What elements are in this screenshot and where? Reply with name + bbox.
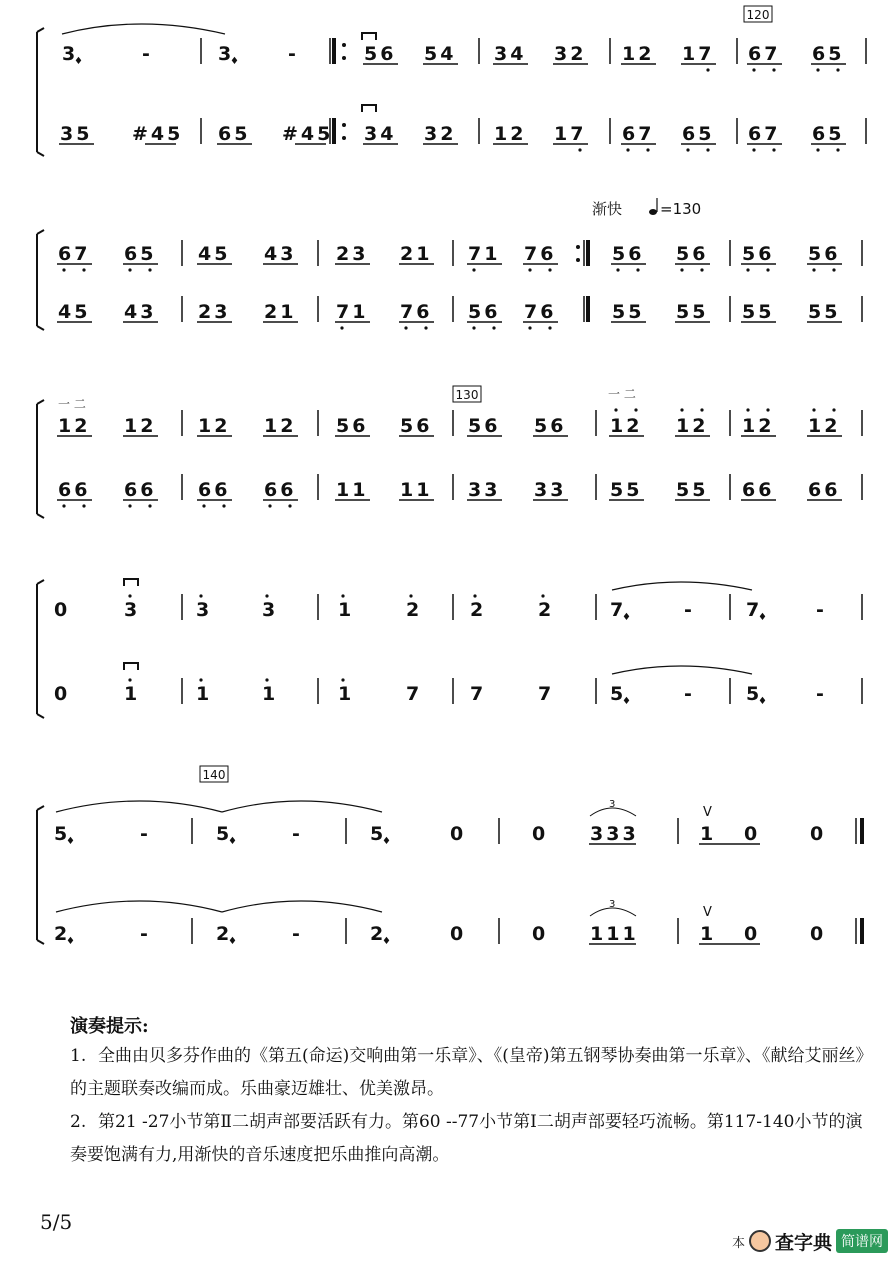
note: 56 xyxy=(336,415,369,437)
note: 34 xyxy=(364,123,397,145)
note: 65 xyxy=(124,243,157,265)
note: 43 xyxy=(264,243,297,265)
note: 5 xyxy=(216,823,230,845)
note: 5 xyxy=(610,683,624,705)
tip-item xyxy=(70,1040,870,1106)
note: 76 xyxy=(524,301,557,323)
svg-text:♦: ♦ xyxy=(758,612,767,623)
measure-marker-130: 130 xyxy=(455,388,479,402)
note: 0 xyxy=(450,923,464,945)
note: 33 xyxy=(534,479,567,501)
note: 5 xyxy=(746,683,760,705)
note: 0 xyxy=(532,923,546,945)
system-5 xyxy=(37,766,862,947)
note: 71 xyxy=(336,301,369,323)
note: - xyxy=(816,683,824,705)
system-4 xyxy=(37,579,862,718)
note: 56 xyxy=(364,43,397,65)
svg-text:♦: ♦ xyxy=(382,936,391,947)
svg-text:♦: ♦ xyxy=(622,612,631,623)
note: 56 xyxy=(468,415,501,437)
watermark-brand: 查字典 xyxy=(774,1231,832,1254)
note: - xyxy=(684,599,692,621)
note: 1 xyxy=(700,923,714,945)
svg-text:♦: ♦ xyxy=(228,836,237,847)
note: 7 xyxy=(538,683,552,705)
page-number: 5/5 xyxy=(40,1210,73,1234)
note: 2 xyxy=(538,599,552,621)
note: 0 xyxy=(54,683,68,705)
note: 12 xyxy=(58,415,91,437)
note: 7 xyxy=(406,683,420,705)
measure-marker-140: 140 xyxy=(202,768,226,782)
note: 3 xyxy=(196,599,210,621)
mascot-icon xyxy=(749,1230,771,1252)
note: 12 xyxy=(264,415,297,437)
note: 1 xyxy=(196,683,210,705)
tip-number: 1. xyxy=(70,1046,87,1066)
note: 71 xyxy=(468,243,501,265)
note: 65 xyxy=(218,123,251,145)
note: 0 xyxy=(450,823,464,845)
note: 3 xyxy=(262,599,276,621)
note: 76 xyxy=(524,243,557,265)
fingering-mark: 一 二 xyxy=(58,397,86,411)
note: 2 xyxy=(216,923,230,945)
svg-text:♦: ♦ xyxy=(230,56,239,67)
note: 3 xyxy=(218,43,232,65)
note: - xyxy=(292,923,300,945)
note: 54 xyxy=(424,43,457,65)
note: 12 xyxy=(610,415,643,437)
fingering-mark: 一 二 xyxy=(608,387,636,401)
note: 66 xyxy=(264,479,297,501)
note: - xyxy=(142,43,150,65)
note: 56 xyxy=(808,243,841,265)
note: - xyxy=(816,599,824,621)
note: 35 xyxy=(60,123,93,145)
note: 3 xyxy=(62,43,76,65)
note: 55 xyxy=(676,479,709,501)
note: 56 xyxy=(468,301,501,323)
note: 12 xyxy=(676,415,709,437)
tip-text: 全曲由贝多芬作曲的《第五(命运)交响曲第一乐章》、《(皇帝)第五钢琴协奏曲第一乐章》、《献给艾丽丝》的主题联奏改编而成。乐曲豪迈雄壮、优美激昂。 xyxy=(70,1046,865,1099)
note: 55 xyxy=(808,301,841,323)
note: 76 xyxy=(400,301,433,323)
note: 5 xyxy=(370,823,384,845)
note: 111 xyxy=(590,923,639,945)
tempo-label: 渐快 xyxy=(592,200,623,218)
note: 67 xyxy=(748,123,781,145)
note: 7 xyxy=(746,599,760,621)
note: 1 xyxy=(338,683,352,705)
note: 45 xyxy=(198,243,231,265)
triplet-mark: 3 xyxy=(609,899,616,910)
note: 12 xyxy=(124,415,157,437)
svg-text:♦: ♦ xyxy=(66,936,75,947)
note: 32 xyxy=(554,43,587,65)
note: 11 xyxy=(336,479,369,501)
note: 56 xyxy=(676,243,709,265)
note: 0 xyxy=(54,599,68,621)
note: - xyxy=(288,43,296,65)
note: 65 xyxy=(812,43,845,65)
note: 5 xyxy=(54,823,68,845)
breath-mark: V xyxy=(703,805,712,820)
note: 55 xyxy=(612,301,645,323)
note: 12 xyxy=(742,415,775,437)
note: 32 xyxy=(424,123,457,145)
note: 56 xyxy=(400,415,433,437)
note: 1 xyxy=(338,599,352,621)
note: - xyxy=(292,823,300,845)
note: 0 xyxy=(810,923,824,945)
watermark xyxy=(732,1226,888,1256)
note: 65 xyxy=(682,123,715,145)
note: 56 xyxy=(742,243,775,265)
note: 67 xyxy=(748,43,781,65)
watermark-box: 简谱网 xyxy=(836,1229,888,1253)
note: 55 xyxy=(742,301,775,323)
note: 12 xyxy=(198,415,231,437)
note: 17 xyxy=(554,123,587,145)
note: 1 xyxy=(124,683,138,705)
note: 0 xyxy=(744,823,758,845)
svg-text:♦: ♦ xyxy=(758,696,767,707)
note: 33 xyxy=(468,479,501,501)
note: 17 xyxy=(682,43,715,65)
note: 67 xyxy=(58,243,91,265)
note: 2 xyxy=(54,923,68,945)
note: 2 xyxy=(470,599,484,621)
tempo-value: =130 xyxy=(660,200,702,218)
note: #45 xyxy=(132,123,184,145)
note: 7 xyxy=(610,599,624,621)
tips-title: 演奏提示: xyxy=(70,1016,149,1037)
note: 56 xyxy=(612,243,645,265)
note: 67 xyxy=(622,123,655,145)
note: 23 xyxy=(336,243,369,265)
note: 23 xyxy=(198,301,231,323)
note: 34 xyxy=(494,43,527,65)
note: 1 xyxy=(700,823,714,845)
note: 12 xyxy=(622,43,655,65)
note: 7 xyxy=(470,683,484,705)
note: - xyxy=(684,683,692,705)
note: 66 xyxy=(808,479,841,501)
svg-text:♦: ♦ xyxy=(66,836,75,847)
note: 66 xyxy=(742,479,775,501)
note: 55 xyxy=(676,301,709,323)
note: 55 xyxy=(610,479,643,501)
system-1 xyxy=(37,6,866,156)
note: 3 xyxy=(124,599,138,621)
note: 0 xyxy=(810,823,824,845)
svg-text:♦: ♦ xyxy=(382,836,391,847)
breath-mark: V xyxy=(703,905,712,920)
system-3 xyxy=(37,386,862,518)
svg-text:♦: ♦ xyxy=(622,696,631,707)
note: 12 xyxy=(808,415,841,437)
note: 65 xyxy=(812,123,845,145)
note: #45 xyxy=(282,123,334,145)
triplet-mark: 3 xyxy=(609,799,616,810)
note: 1 xyxy=(262,683,276,705)
note: 2 xyxy=(370,923,384,945)
tip-item xyxy=(70,1106,870,1172)
note: 45 xyxy=(58,301,91,323)
note: 66 xyxy=(198,479,231,501)
svg-text:♦: ♦ xyxy=(74,56,83,67)
tip-number: 2. xyxy=(70,1112,87,1132)
note: 21 xyxy=(264,301,297,323)
measure-marker-120: 120 xyxy=(746,8,770,22)
note: - xyxy=(140,823,148,845)
tip-text: 第21 -27小节第Ⅱ二胡声部要活跃有力。第60 --77小节第Ⅰ二胡声部要轻巧流畅。第117-140小节的演奏要饱满有力,用渐快的音乐速度把乐曲推向高潮。 xyxy=(70,1112,863,1165)
note: 333 xyxy=(590,823,639,845)
note: 2 xyxy=(406,599,420,621)
system-2 xyxy=(37,198,862,330)
svg-text:♦: ♦ xyxy=(228,936,237,947)
note: - xyxy=(140,923,148,945)
note: 21 xyxy=(400,243,433,265)
note: 11 xyxy=(400,479,433,501)
note: 66 xyxy=(124,479,157,501)
note: 43 xyxy=(124,301,157,323)
note: 0 xyxy=(744,923,758,945)
note: 56 xyxy=(534,415,567,437)
note: 0 xyxy=(532,823,546,845)
note: 12 xyxy=(494,123,527,145)
watermark-prefix: 本 xyxy=(731,1235,745,1251)
note: 66 xyxy=(58,479,91,501)
